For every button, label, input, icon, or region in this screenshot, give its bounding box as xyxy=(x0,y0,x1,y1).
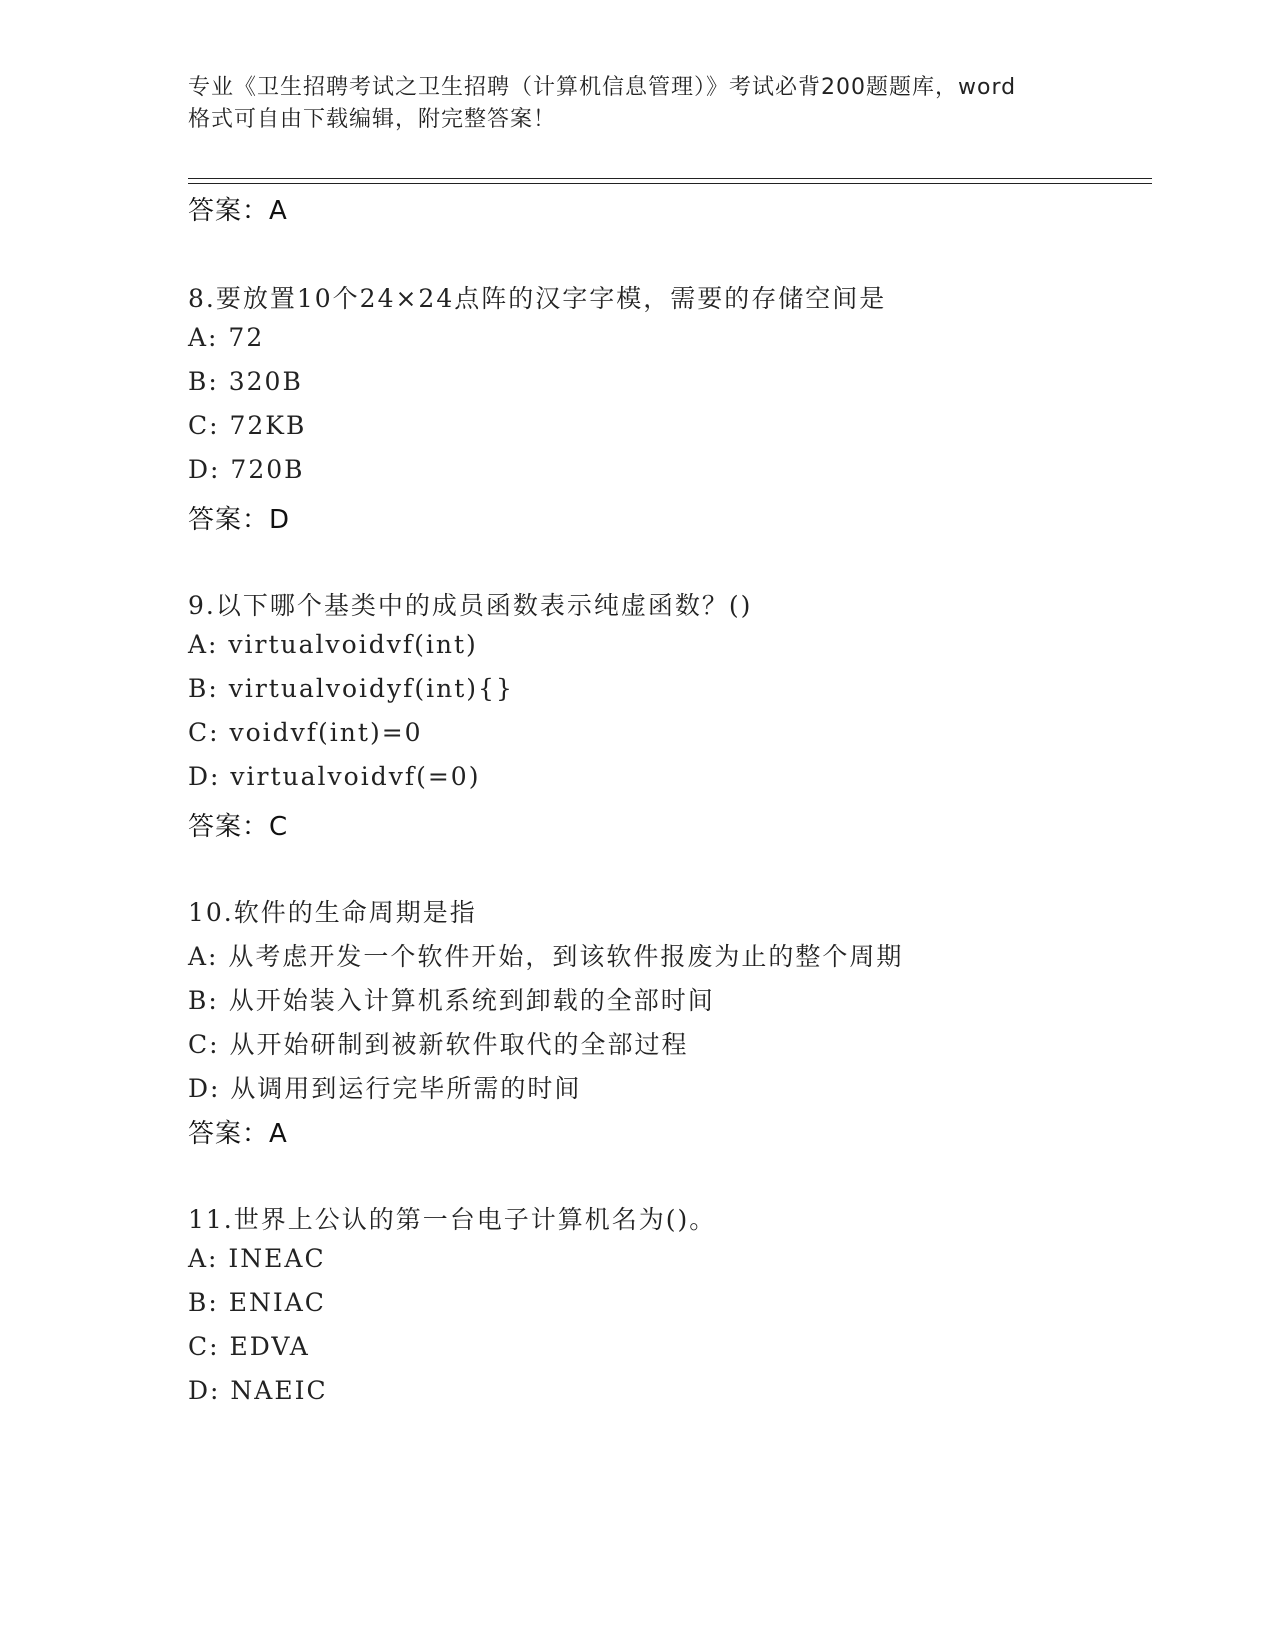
question-10-option-b: B: 从开始装入计算机系统到卸载的全部时间 xyxy=(188,986,715,1015)
header-divider-bottom xyxy=(188,183,1152,184)
header-divider-top xyxy=(188,178,1152,179)
question-11-option-d: D: NAEIC xyxy=(188,1376,328,1405)
question-10-stem: 10.软件的生命周期是指 xyxy=(188,898,477,927)
question-8-stem: 8.要放置10个24×24点阵的汉字字模，需要的存储空间是 xyxy=(188,284,887,313)
question-9-option-c: C: voidvf(int)=0 xyxy=(188,718,423,747)
question-9-option-b: B: virtualvoidyf(int){} xyxy=(188,674,514,703)
question-9-option-d: D: virtualvoidvf(=0) xyxy=(188,762,481,791)
question-9-answer: 答案：C xyxy=(188,812,289,842)
question-11-option-a: A: INEAC xyxy=(188,1244,326,1273)
question-11-stem: 11.世界上公认的第一台电子计算机名为()。 xyxy=(188,1205,717,1234)
question-10-option-a: A: 从考虑开发一个软件开始，到该软件报废为止的整个周期 xyxy=(188,942,904,971)
question-10-answer: 答案：A xyxy=(188,1119,288,1149)
question-8-option-c: C: 72KB xyxy=(188,411,307,440)
question-9-stem: 9.以下哪个基类中的成员函数表示纯虚函数？() xyxy=(188,591,753,620)
question-8-answer: 答案：D xyxy=(188,505,291,535)
prev-answer: 答案：A xyxy=(188,196,288,226)
question-9-option-a: A: virtualvoidvf(int) xyxy=(188,630,478,659)
question-10-option-c: C: 从开始研制到被新软件取代的全部过程 xyxy=(188,1030,689,1059)
header-line-2: 格式可自由下载编辑，附完整答案！ xyxy=(188,107,557,132)
question-10-option-d: D: 从调用到运行完毕所需的时间 xyxy=(188,1074,582,1103)
header-line-1: 专业《卫生招聘考试之卫生招聘（计算机信息管理）》考试必背200题题库，word xyxy=(188,75,1017,100)
question-8-option-b: B: 320B xyxy=(188,367,303,396)
question-11-option-c: C: EDVA xyxy=(188,1332,310,1361)
question-8-option-a: A: 72 xyxy=(188,323,265,352)
document-header xyxy=(188,72,1088,136)
question-11-option-b: B: ENIAC xyxy=(188,1288,326,1317)
question-8-option-d: D: 720B xyxy=(188,455,305,484)
